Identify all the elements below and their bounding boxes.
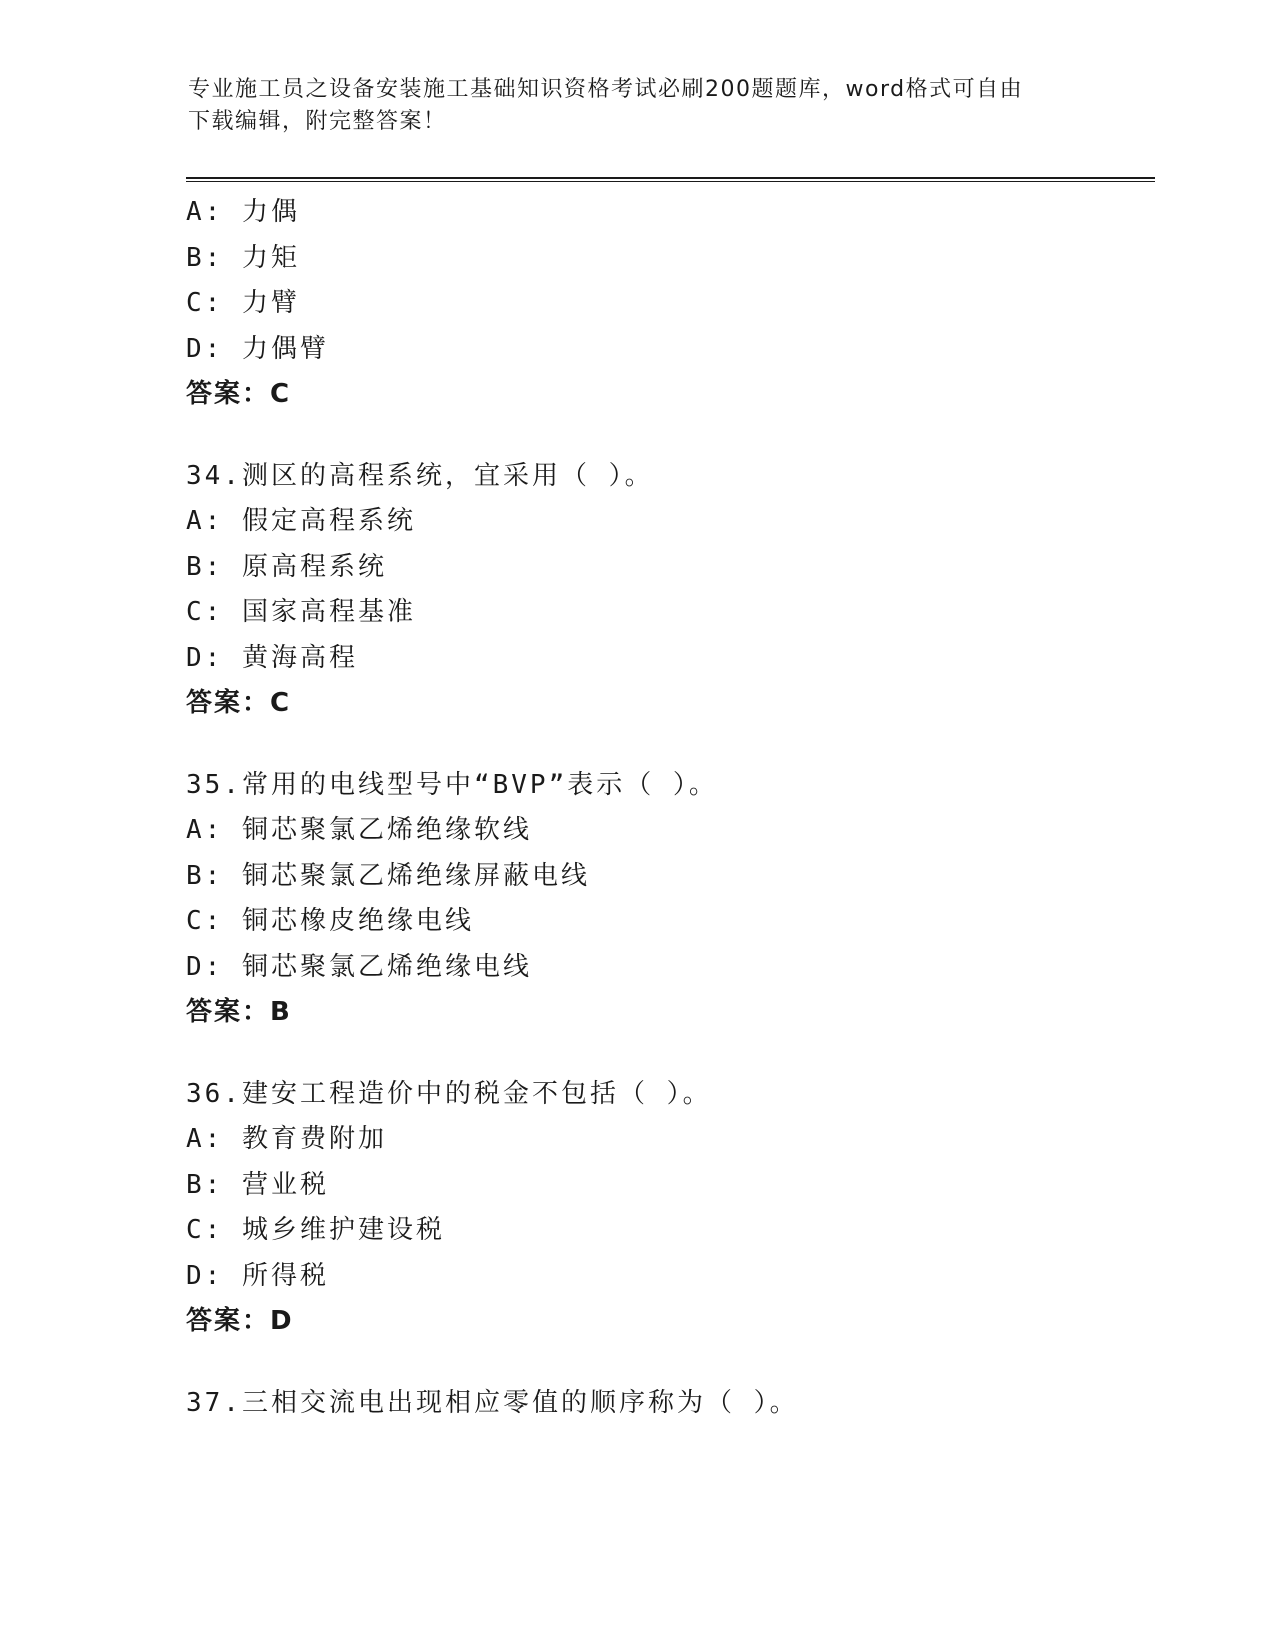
option-key: A: [186, 815, 224, 845]
question-number: 35. [186, 769, 242, 800]
option-text: 力矩 [241, 242, 300, 273]
question-33-partial [186, 190, 1156, 418]
answer-value: B [270, 997, 292, 1027]
question-35 [186, 763, 1156, 1036]
option-text: 铜芯聚氯乙烯绝缘电线 [241, 951, 532, 982]
question-37 [186, 1381, 1156, 1427]
option-key: C: [186, 288, 224, 318]
option-text: 力偶臂 [241, 333, 329, 364]
question-list [186, 190, 1156, 1462]
answer-line [186, 372, 1156, 418]
answer-value: C [270, 379, 292, 409]
option-text: 城乡维护建设税 [241, 1215, 445, 1245]
option-a [186, 808, 1156, 854]
option-text: 力偶 [241, 197, 300, 227]
option-c [186, 899, 1156, 945]
option-b [186, 854, 1156, 900]
answer-label: 答案： [186, 688, 271, 718]
question-text: 三相交流电出现相应零值的顺序称为（ ）。 [241, 1387, 799, 1418]
option-text: 所得税 [241, 1260, 329, 1291]
option-key: D: [186, 642, 224, 673]
option-a [186, 499, 1156, 545]
header-title-line1: 专业施工员之设备安装施工基础知识资格考试必刷200题题库，word格式可自由 [188, 77, 1024, 102]
question-36 [186, 1072, 1156, 1345]
option-a [186, 1117, 1156, 1163]
option-d [186, 636, 1156, 682]
option-key: C: [186, 597, 224, 627]
option-text: 铜芯聚氯乙烯绝缘屏蔽电线 [241, 860, 590, 891]
option-key: A: [186, 1124, 224, 1154]
option-key: B: [186, 242, 224, 273]
option-text: 营业税 [241, 1169, 329, 1200]
question-stem [186, 1072, 1156, 1118]
option-c [186, 1208, 1156, 1254]
option-b [186, 236, 1156, 282]
option-a [186, 190, 1156, 236]
option-d [186, 1254, 1156, 1300]
answer-line [186, 681, 1156, 727]
question-stem [186, 763, 1156, 809]
option-key: D: [186, 1260, 224, 1291]
option-text: 假定高程系统 [241, 506, 416, 536]
answer-value: D [270, 1306, 294, 1336]
option-key: C: [186, 906, 224, 936]
question-stem [186, 454, 1156, 500]
question-text: 建安工程造价中的税金不包括（ ）。 [241, 1078, 712, 1109]
answer-label: 答案： [186, 379, 271, 409]
option-key: D: [186, 951, 224, 982]
option-text: 力臂 [241, 288, 300, 318]
option-text: 教育费附加 [241, 1124, 387, 1154]
option-key: A: [186, 506, 224, 536]
option-c [186, 590, 1156, 636]
option-b [186, 545, 1156, 591]
option-key: B: [186, 860, 224, 891]
option-key: B: [186, 1169, 224, 1200]
answer-label: 答案： [186, 1306, 271, 1336]
option-d [186, 945, 1156, 991]
answer-line [186, 1299, 1156, 1345]
question-number: 36. [186, 1078, 242, 1109]
option-d [186, 327, 1156, 373]
option-key: D: [186, 333, 224, 364]
page-header [188, 74, 1068, 138]
option-text: 铜芯橡皮绝缘电线 [241, 906, 474, 936]
header-divider [186, 177, 1155, 182]
answer-line [186, 990, 1156, 1036]
option-c [186, 281, 1156, 327]
option-text: 原高程系统 [241, 551, 387, 582]
question-text: 测区的高程系统，宜采用（ ）。 [241, 460, 654, 491]
question-number: 37. [186, 1387, 242, 1418]
answer-label: 答案： [186, 997, 271, 1027]
option-key: A: [186, 197, 224, 227]
question-stem [186, 1381, 1156, 1427]
option-b [186, 1163, 1156, 1209]
answer-value: C [270, 688, 292, 718]
question-text: 常用的电线型号中“BVP”表示（ ）。 [241, 769, 718, 800]
header-title-line2: 下载编辑，附完整答案！ [188, 109, 447, 134]
question-number: 34. [186, 460, 242, 491]
option-key: C: [186, 1215, 224, 1245]
option-text: 铜芯聚氯乙烯绝缘软线 [241, 815, 532, 845]
option-text: 国家高程基准 [241, 597, 416, 627]
option-text: 黄海高程 [241, 642, 358, 673]
option-key: B: [186, 551, 224, 582]
question-34 [186, 454, 1156, 727]
